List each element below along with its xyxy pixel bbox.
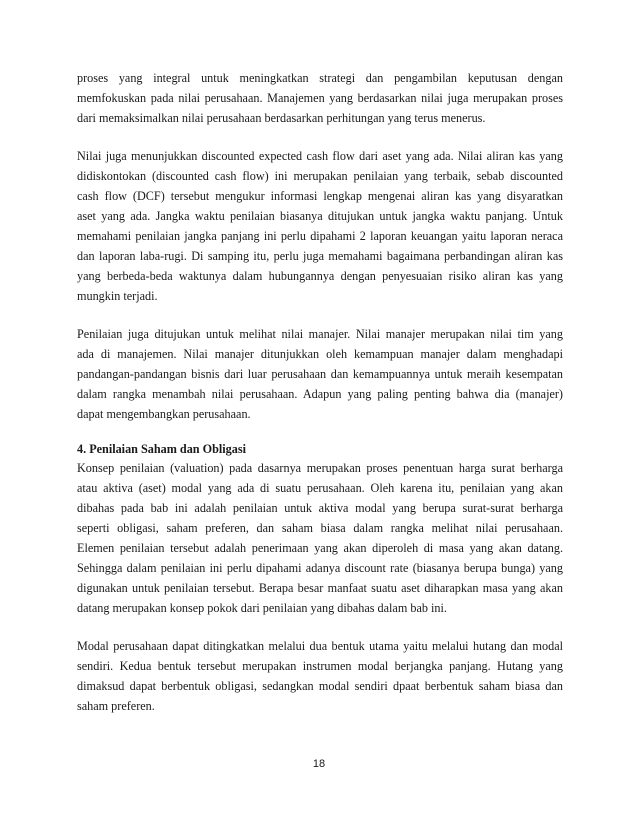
text-line: digunakan untuk penilaian tersebut. Berapa besar manfaat suatu aset diharapkan masa yang akan (77, 581, 563, 595)
text-line: memfokuskan pada nilai perusahaan. Manajemen yang berdasarkan nilai juga merupakan proses (77, 91, 563, 105)
text-line: dalam rangka menambah nilai perusahaan. Adapun yang paling penting bahwa dia (manajer) (77, 387, 563, 401)
text-line: Sehingga dalam penilaian ini perlu dipahami adanya discount rate (biasanya berupa bunga) yang (77, 561, 563, 575)
text-line: yang berbeda-beda waktunya dalam hubungannya dengan penyesuaian risiko aliran kas yang (77, 269, 563, 283)
text-line: datang merupakan konsep pokok dari penilaian yang dibahas dalam bab ini. (77, 601, 447, 615)
text-line: Elemen penilaian tersebut adalah penerimaan yang akan diperoleh di masa yang akan datang. (77, 541, 563, 555)
page-number: 18 (312, 758, 326, 770)
text-line: ada di manajemen. Nilai manajer ditunjukkan oleh kemampuan manajer dalam menghadapi (77, 347, 563, 361)
paragraph (77, 146, 563, 306)
document-page (77, 68, 563, 716)
paragraph (77, 458, 563, 618)
paragraph (77, 68, 563, 128)
text-line: dari memaksimalkan nilai perusahaan berdasarkan perhitungan yang terus menerus. (77, 111, 486, 125)
text-line: sendiri. Kedua bentuk tersebut merupakan instrumen modal berjangka panjang. Hutang yang (77, 659, 563, 673)
text-line: saham preferen. (77, 699, 155, 713)
text-line: Konsep penilaian (valuation) pada dasarnya merupakan proses penentuan harga surat berharga (77, 461, 563, 475)
text-line: proses yang integral untuk meningkatkan strategi dan pengambilan keputusan dengan (77, 71, 563, 85)
text-line: atau aktiva (aset) modal yang ada di suatu perusahaan. Oleh karena itu, penilaian yang akan (77, 481, 563, 495)
section-heading: 4. Penilaian Saham dan Obligasi (77, 442, 246, 456)
text-line: dibahas pada bab ini adalah penilaian untuk aktiva modal yang berupa surat-surat berharga (77, 501, 563, 515)
text-line: Penilaian juga ditujukan untuk melihat nilai manajer. Nilai manajer merupakan nilai tim yang (77, 327, 563, 341)
text-line: seperti obligasi, saham preferen, dan saham biasa dalam rangka melihat nilai perusahaan. (77, 521, 563, 535)
text-line: cash flow (DCF) tersebut mengukur informasi lengkap mengenai aliran kas yang disyaratkan (77, 189, 563, 203)
text-line: memahami penilaian jangka panjang ini perlu dipahami 2 laporan keuangan yaitu laporan neraca (77, 229, 563, 243)
text-line: mungkin terjadi. (77, 289, 158, 303)
text-line: pandangan-pandangan bisnis dari luar perusahaan dan kemampuannya untuk meraih kesempatan (77, 367, 563, 381)
text-line: dapat mengembangkan perusahaan. (77, 407, 251, 421)
text-line: dimaksud dapat berbentuk obligasi, sedangkan modal sendiri dpaat berbentuk saham biasa dan (77, 679, 563, 693)
text-line: didiskontokan (discounted cash flow) ini merupakan penilaian yang terbaik, sebab discounted (77, 169, 563, 183)
paragraph (77, 636, 563, 716)
paragraph (77, 324, 563, 424)
text-line: Nilai juga menunjukkan discounted expected cash flow dari aset yang ada. Nilai aliran kas yang (77, 149, 563, 163)
text-line: dan laporan laba-rugi. Di samping itu, perlu juga memahami bagaimana perbandingan aliran kas (77, 249, 563, 263)
text-line: Modal perusahaan dapat ditingkatkan melalui dua bentuk utama yaitu melalui hutang dan modal (77, 639, 563, 653)
text-line: aset yang ada. Jangka waktu penilaian biasanya ditujukan untuk jangka waktu panjang. Untuk (77, 209, 563, 223)
